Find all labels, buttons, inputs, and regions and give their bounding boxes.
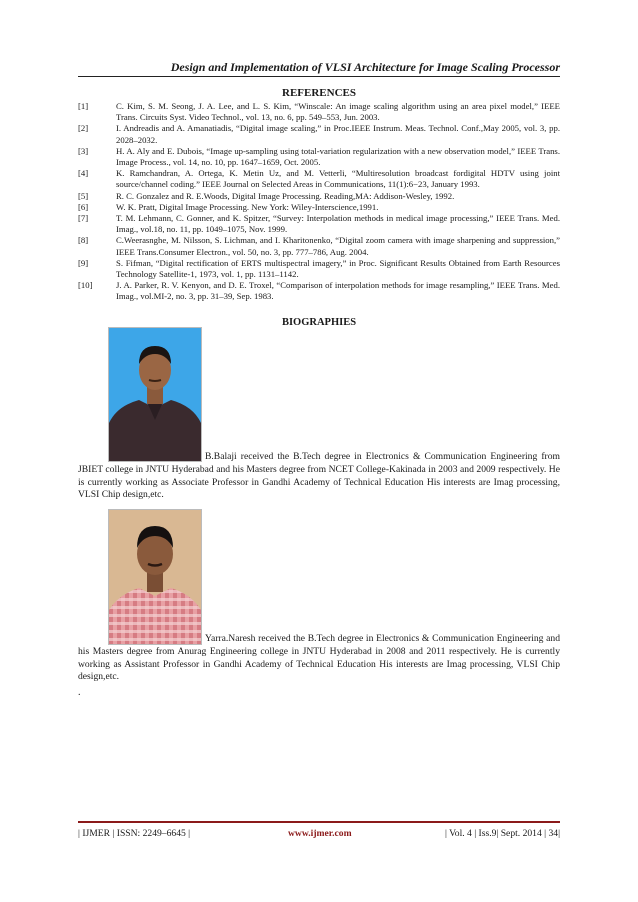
reference-text: H. A. Aly and E. Dubois, “Image up-sampling using total-variation regularization with a new observation model,” IEEE Trans. Image Process., vol. 14, no. 10, pp. 1647–1659, Oct. 2005. — [116, 145, 560, 168]
author-photo-1 — [108, 327, 202, 462]
author-portrait-1 — [109, 328, 201, 461]
reference-text: C. Kim, S. M. Seong, J. A. Lee, and L. S. Kim, “Winscale: An image scaling algorithm using an area pixel model,” IEEE Trans. Circuits Syst. Video Technol., vol. 13, no. 6, pp. 549–553, Jun. 2003. — [116, 101, 560, 123]
reference-text: J. A. Parker, R. V. Kenyon, and D. E. Troxel, “Comparison of interpolation methods for image resampling,” IEEE Trans. Med. Imag., vol.MI-2, no. 3, pp. 31–39, Sep. 1983. — [116, 280, 560, 302]
reference-item — [78, 202, 560, 213]
reference-text: S. Fifman, “Digital rectification of ERTS multispectral imagery,” in Proc. Significant Results Obtained from Earth Resources Technology Satellite-1, 1973, vol. 1, pp. 1131–1142. — [116, 257, 560, 280]
reference-number: [10] — [78, 280, 93, 291]
header-rule — [78, 76, 560, 77]
reference-item — [78, 280, 560, 302]
trailing-period: . — [78, 687, 81, 698]
author-photo-2 — [108, 509, 202, 645]
reference-number: [3] — [78, 145, 89, 156]
footer-rule — [78, 821, 560, 823]
reference-text: K. Ramchandran, A. Ortega, K. Metin Uz, and M. Vetterli, “Multiresolution broadcast fordigital HDTV using joint source/channel coding.” IEEE Journal on Selected Areas in Communications, 11(1):6−23, January 1993. — [116, 168, 560, 190]
reference-item — [78, 235, 560, 257]
reference-number: [7] — [78, 213, 89, 224]
reference-text: I. Andreadis and A. Amanatiadis, “Digital image scaling,” in Proc.IEEE Instrum. Meas. Technol. Conf.,May 2005, vol. 3, pp. 2028–2032. — [116, 123, 560, 145]
reference-item — [78, 101, 560, 123]
biography-2: Yarra.Naresh received the B.Tech degree in Electronics & Communication Engineering and his Masters degree from Anurag Engineering college in JNTU Hyderabad in 2008 and 2011 respectively. He is currently working as Assistant Professor in Gandhi Academy of Technical Education His interests are Imag processing, VLSI Chip design,etc. — [78, 633, 560, 683]
reference-text: R. C. Gonzalez and R. E.Woods, Digital Image Processing. Reading,MA: Addison-Wesley, 1992. — [116, 190, 455, 201]
references-heading: REFERENCES — [282, 87, 356, 99]
reference-text: W. K. Pratt, Digital Image Processing. New York: Wiley-Interscience,1991. — [116, 201, 379, 212]
reference-item — [78, 123, 560, 145]
reference-number: [1] — [78, 101, 89, 111]
footer-website-link[interactable]: www.ijmer.com — [288, 828, 352, 839]
running-title: Design and Implementation of VLSI Architecture for Image Scaling Processor — [170, 60, 560, 74]
reference-item — [78, 146, 560, 168]
biographies-heading: BIOGRAPHIES — [281, 317, 357, 328]
footer-issue-info: | Vol. 4 | Iss.9| Sept. 2014 | 34| — [444, 828, 560, 839]
reference-number: [9] — [78, 257, 89, 268]
reference-item — [78, 258, 560, 280]
reference-list — [78, 101, 560, 303]
reference-text: C.Weerasnghe, M. Nilsson, S. Lichman, and I. Kharitonenko, “Digital zoom camera with image sharpening and suppression,” IEEE Trans.Consumer Electron., vol. 50, no. 3, pp. 777–786, Aug. 2004. — [116, 235, 560, 257]
footer-journal-info: | IJMER | ISSN: 2249–6645 | — [78, 828, 191, 839]
reference-item — [78, 191, 560, 202]
reference-item — [78, 213, 560, 235]
reference-text: T. M. Lehmann, C. Gonner, and K. Spitzer, “Survey: Interpolation methods in medical image processing,” IEEE Trans. Med. Imag., vol.18, no. 11, pp. 1049–1075, Nov. 1999. — [116, 213, 560, 235]
reference-number: [6] — [78, 201, 89, 212]
reference-number: [5] — [78, 190, 89, 201]
reference-number: [2] — [78, 123, 89, 134]
reference-item — [78, 168, 560, 190]
biography-1: B.Balaji received the B.Tech degree in Electronics & Communication Engineering from JBIET college in JNTU Hyderabad and his Masters degree from NCET College-Kakinada in 2003 and 2009 respectively. He is currently working as Associate Professor in Gandhi Academy of Technical Education His interests are Imag processing, VLSI Chip design,etc. — [78, 451, 560, 501]
reference-number: [4] — [78, 168, 89, 179]
author-portrait-2 — [109, 510, 201, 644]
reference-number: [8] — [78, 235, 89, 246]
